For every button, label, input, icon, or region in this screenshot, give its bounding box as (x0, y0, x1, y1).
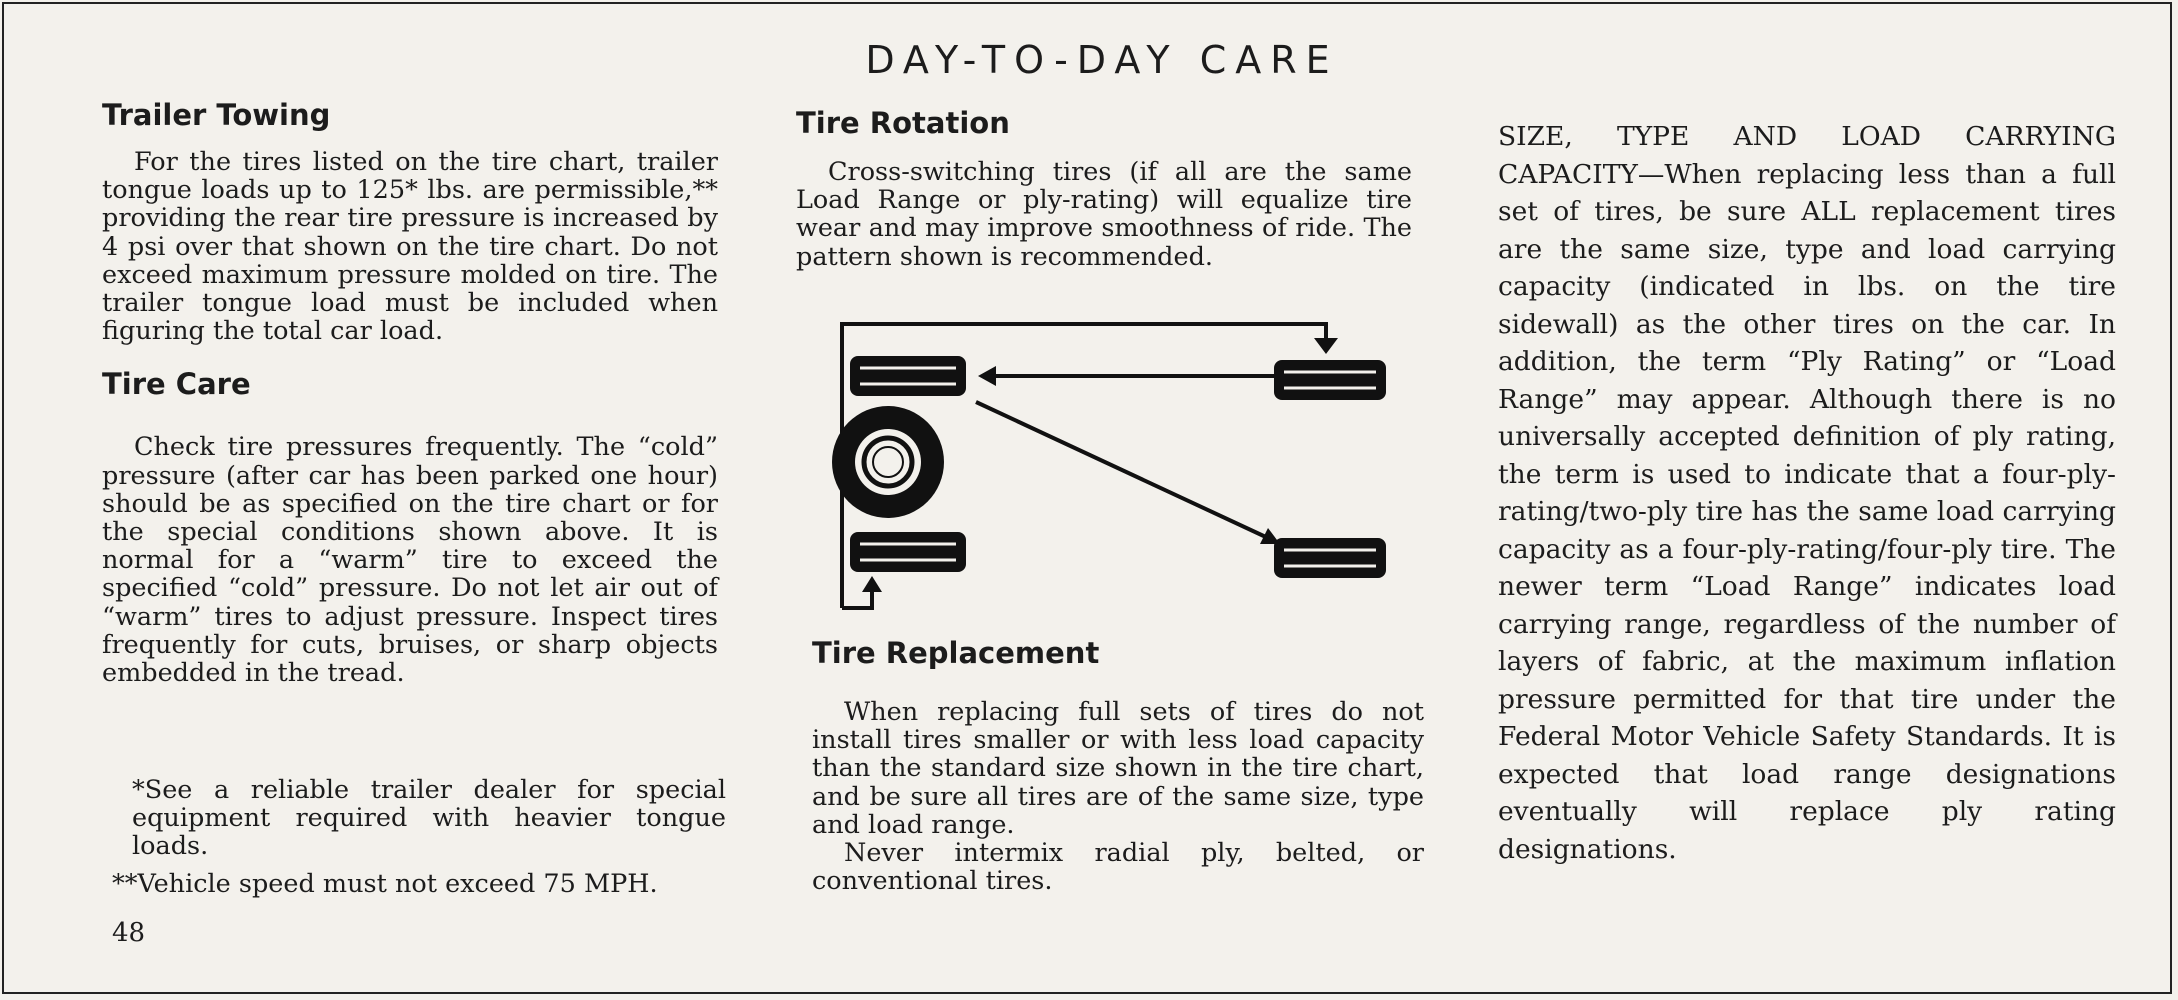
page-title: DAY-TO-DAY CARE (865, 38, 1339, 82)
size-type-load-text: —When replacing less than a full set of tires, be sure ALL replacement tires are the same size, type and load carrying capacity (indicated in lbs. on the tire sidewall) as the other tires on the car. In addition, the term “Ply Rating” or “Load Range” may appear. Although there is no universally accepted definition of ply rating, the term is used to indicate that a four-ply-rating/two-ply tire has the same load carrying capacity as a four-ply-rating/four-ply tire. The newer term “Load Range” indicates load carrying range, regardless of the number of layers of fabric, at the maximum inflation pressure permitted for that tire under the Federal Motor Vehicle Safety Standards. It is expected that load range designations eventually will replace ply rating designations. (1498, 158, 2116, 865)
size-type-load-lead: SIZE, TYPE AND LOAD CARRYING CAPACITY (1498, 121, 2116, 190)
arrowhead-front-left (978, 366, 996, 386)
tire-front-right-icon (1274, 360, 1386, 400)
tire-rotation-diagram-icon (820, 310, 1400, 610)
tire-rear-right-icon (1274, 538, 1386, 578)
heading-tire-care: Tire Care (102, 367, 251, 402)
arrow-diagonal-to-rear-right (976, 402, 1268, 538)
trailer-towing-paragraph: For the tires listed on the tire chart, trailer tongue loads up to 125* lbs. are permissible,** providing the rear tire pressure is increased by 4 psi over that shown on the tire chart. Do not exceed maximum pressure molded on tire. The trailer tongue load must be included when figuring the total car load. (102, 147, 718, 347)
heading-trailer-towing: Trailer Towing (102, 98, 331, 132)
rotation-path-bottom (842, 592, 872, 608)
tire-care-paragraph: Check tire pressures frequently. The “cold” pressure (after car has been parked one hour) should be as specified on the tire chart or for the special conditions shown above. It is normal for a “warm” tire to exceed the specified “cold” pressure. Do not let air out of “warm” tires to adjust pressure. Inspect tires frequently for cuts, bruises, or sharp objects embedded in the tread. (102, 432, 718, 689)
footnote-vehicle-speed: **Vehicle speed must not exceed 75 MPH. (112, 869, 658, 899)
size-type-load-paragraph (1498, 118, 2116, 868)
tire-rotation-paragraph: Cross-switching tires (if all are the same Load Range or ply-rating) will equalize tire wear and may improve smoothness of ride. The pattern shown is recommended. (796, 157, 1412, 272)
column-middle (796, 106, 1412, 271)
column-right (1498, 118, 2116, 868)
tire-replacement-paragraph-2: Never intermix radial ply, belted, or conventional tires. (812, 838, 1424, 897)
heading-tire-replacement: Tire Replacement (812, 636, 1100, 670)
arrowhead-top-right (1314, 338, 1338, 354)
tire-front-left-icon (850, 356, 966, 396)
page-number: 48 (112, 918, 146, 948)
arrowhead-rear-left (862, 576, 882, 592)
heading-tire-rotation: Tire Rotation (796, 106, 1010, 140)
spare-tire-icon (832, 406, 944, 518)
column-left (102, 98, 718, 687)
footnote-trailer-dealer: *See a reliable trailer dealer for special equipment required with heavier tongue loads. (132, 775, 726, 862)
tire-rear-left-icon (850, 532, 966, 572)
tire-replacement-section (812, 636, 1424, 895)
tire-replacement-paragraph-1: When replacing full sets of tires do not install tires smaller or with less load capacity than the standard size shown in the tire chart, and be sure all tires are of the same size, type and load range. (812, 697, 1424, 840)
